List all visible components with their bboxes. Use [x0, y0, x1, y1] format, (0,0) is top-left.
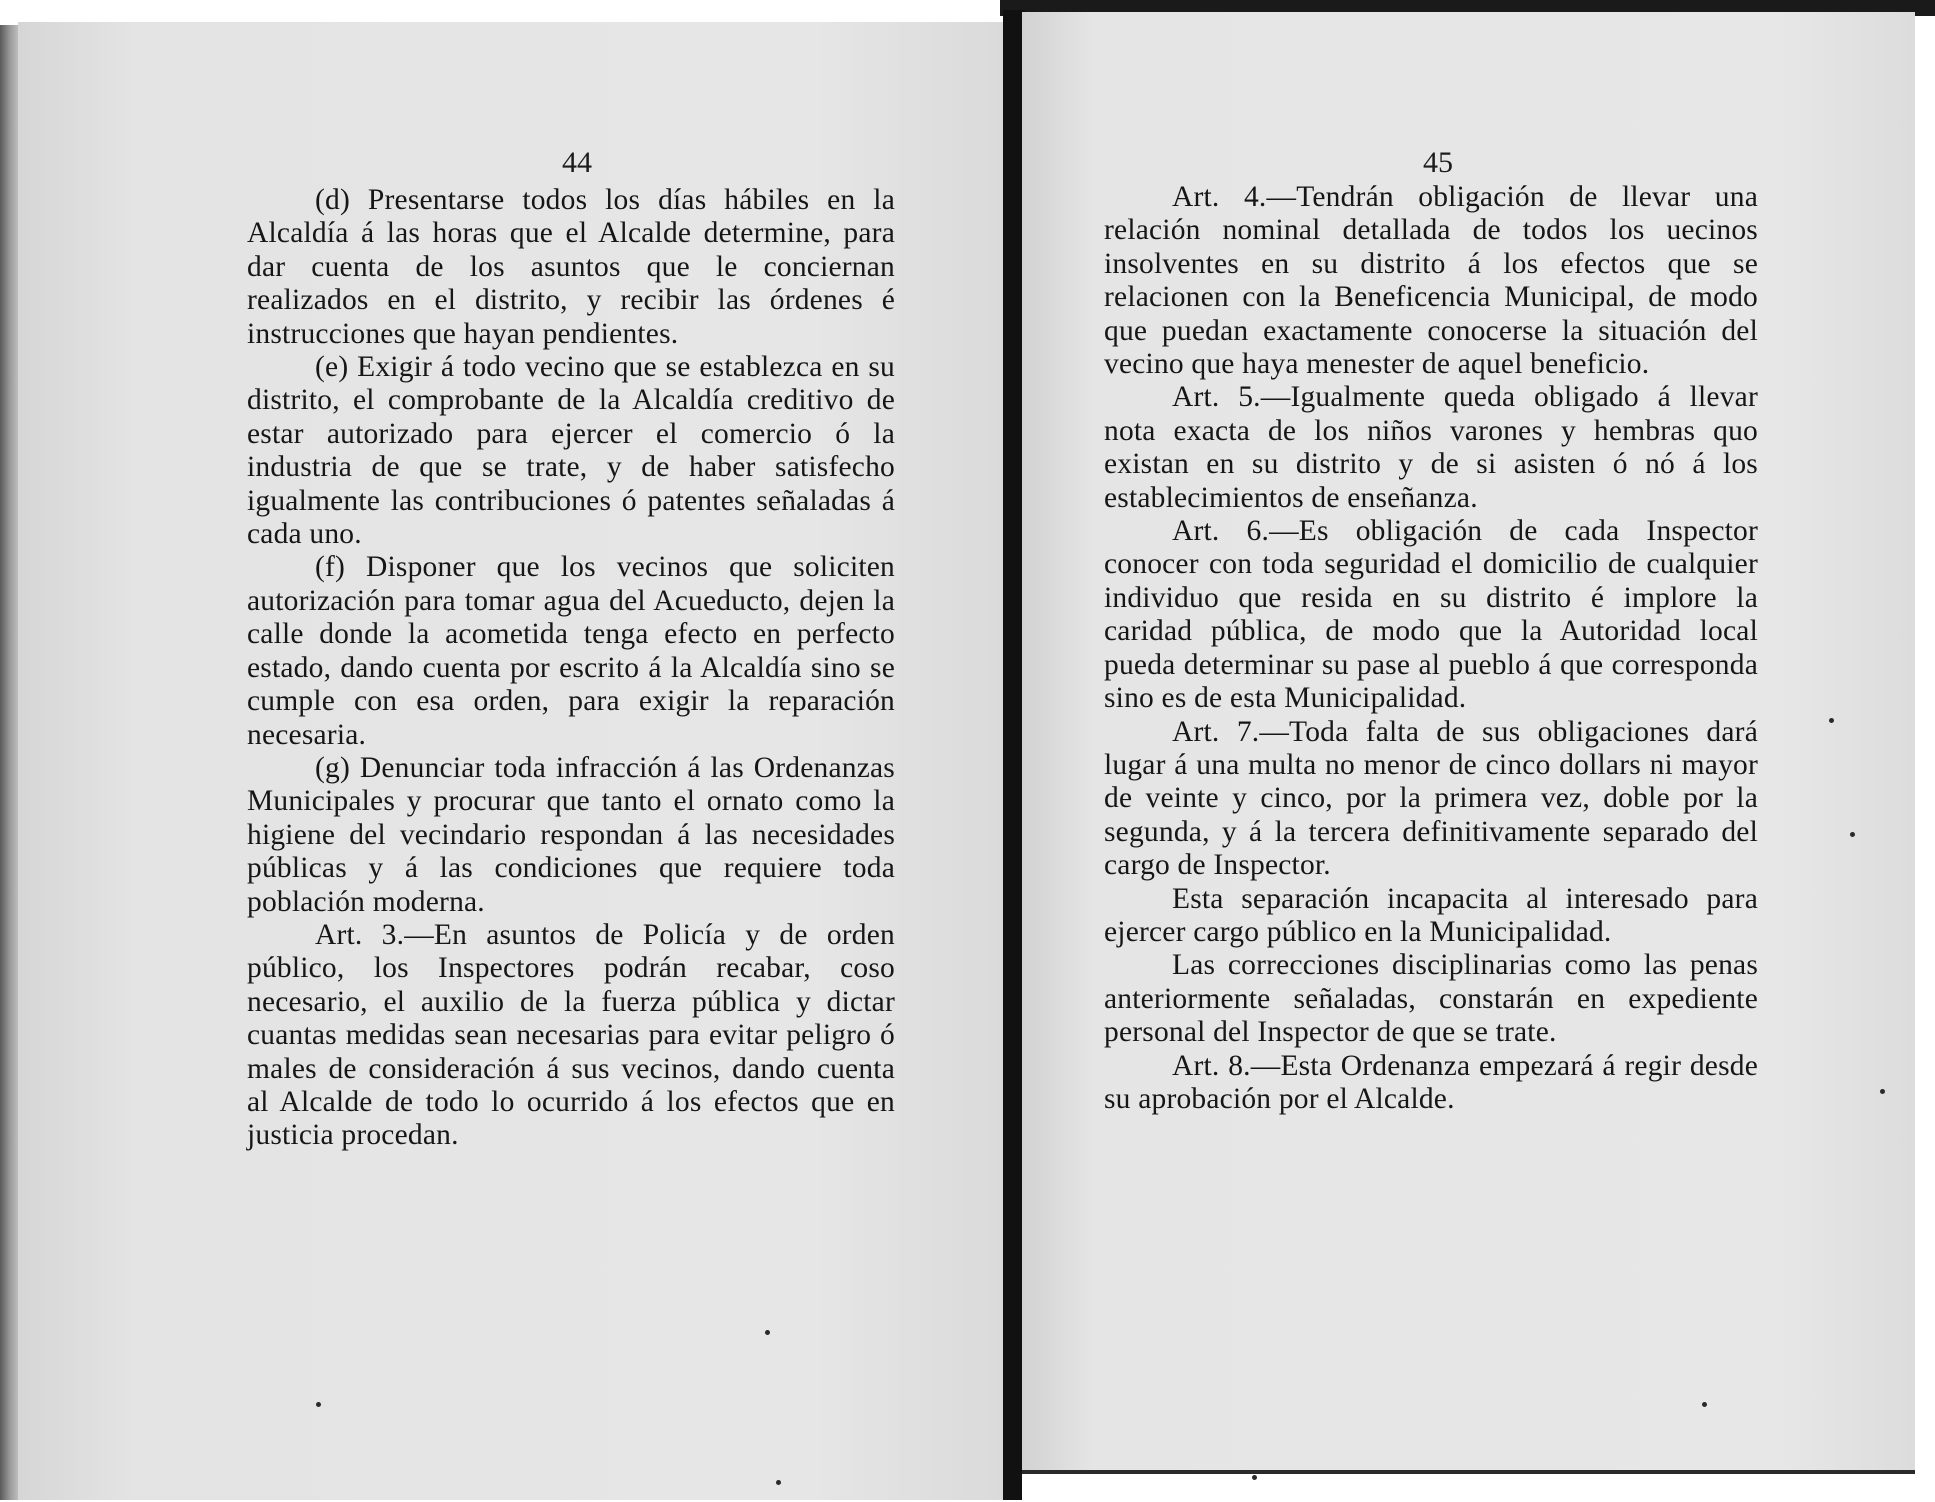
paragraph-separacion: Esta separación incapacita al interesado para ejercer cargo público en la Municipalidad.	[1104, 882, 1758, 948]
paragraph-d: (d) Presentarse todos los días hábiles en la Alcaldía á las horas que el Alcalde determine, para dar cuenta de los asuntos que le conciernan realizados en el distrito, y recibir las órdenes é instrucciones que hayan pendientes.	[247, 184, 895, 350]
paragraph-e: (e) Exigir á todo vecino que se establezca en su distrito, el comprobante de la Alcaldía creditivo de estar autorizado para ejercer el comercio ó la industria de que se trate, y de haber satisfecho igualmente las contribuciones ó patentes señaladas á cada uno.	[247, 351, 895, 551]
print-speck	[1829, 718, 1834, 723]
print-speck	[1850, 832, 1855, 837]
print-speck	[316, 1402, 321, 1407]
paragraph-art-8: Art. 8.—Esta Ordenanza empezará á regir desde su aprobación por el Alcalde.	[1104, 1049, 1758, 1115]
paragraph-art-7: Art. 7.—Toda falta de sus obligaciones dará lugar á una multa no menor de cinco dollars ni mayor de veinte y cinco, por la primera vez, doble por la segunda, y á la tercera definitivamente separado del cargo de Inspector.	[1104, 715, 1758, 882]
paragraph-f: (f) Disponer que los vecinos que soliciten autorización para tomar agua del Acueducto, dejen la calle donde la acometida tenga efecto en perfecto estado, dando cuenta por escrito á la Alcaldía sino se cumple con esa orden, para exigir la reparación necesaria.	[247, 551, 895, 751]
print-speck	[1702, 1402, 1707, 1407]
paragraph-art-3: Art. 3.—En asuntos de Policía y de orden público, los Inspectores podrán recabar, coso necesario, el auxilio de la fuerza pública y dictar cuantas medidas sean necesarias para evitar peligro ó males de consideración á sus vecinos, dando cuenta al Alcalde de todo lo ocurrido á los efectos que en justicia procedan.	[247, 918, 895, 1152]
print-speck	[776, 1480, 781, 1485]
paragraph-art-6: Art. 6.—Es obligación de cada Inspector conocer con toda seguridad el domicilio de cualquier individuo que resida en su distrito é implore la caridad pública, de modo que la Autoridad local pueda determinar su pase al pueblo á que corresponda sino es de esta Municipalidad.	[1104, 515, 1758, 715]
right-page-text	[1104, 181, 1758, 1116]
paragraph-art-5: Art. 5.—Igualmente queda obligado á llevar nota exacta de los niños varones y hembras quo existan en su distrito y de si asisten ó nó á los establecimientos de enseñanza.	[1104, 381, 1758, 514]
margin-bottom	[1022, 1474, 1935, 1502]
paragraph-art-4: Art. 4.—Tendrán obligación de llevar una relación nominal detallada de todos los uecinos insolventes en su distrito á los efectos que se relacionen con la Beneficencia Municipal, de modo que puedan exactamente conocerse la situación del vecino que haya menester de aquel beneficio.	[1104, 181, 1758, 381]
page-number-right: 45	[1423, 146, 1453, 179]
left-page-text	[247, 184, 895, 1153]
paragraph-g: (g) Denunciar toda infracción á las Ordenanzas Municipales y procurar que tanto el ornato como la higiene del vecindario respondan á las necesidades públicas y á las condiciones que requiere toda población moderna.	[247, 751, 895, 918]
page-number-left: 44	[562, 146, 592, 179]
print-speck	[1252, 1475, 1257, 1480]
print-speck	[1880, 1089, 1885, 1094]
print-speck	[765, 1330, 770, 1335]
paragraph-correcciones: Las correcciones disciplinarias como las penas anteriormente señaladas, constarán en expediente personal del Inspector de que se trate.	[1104, 949, 1758, 1049]
